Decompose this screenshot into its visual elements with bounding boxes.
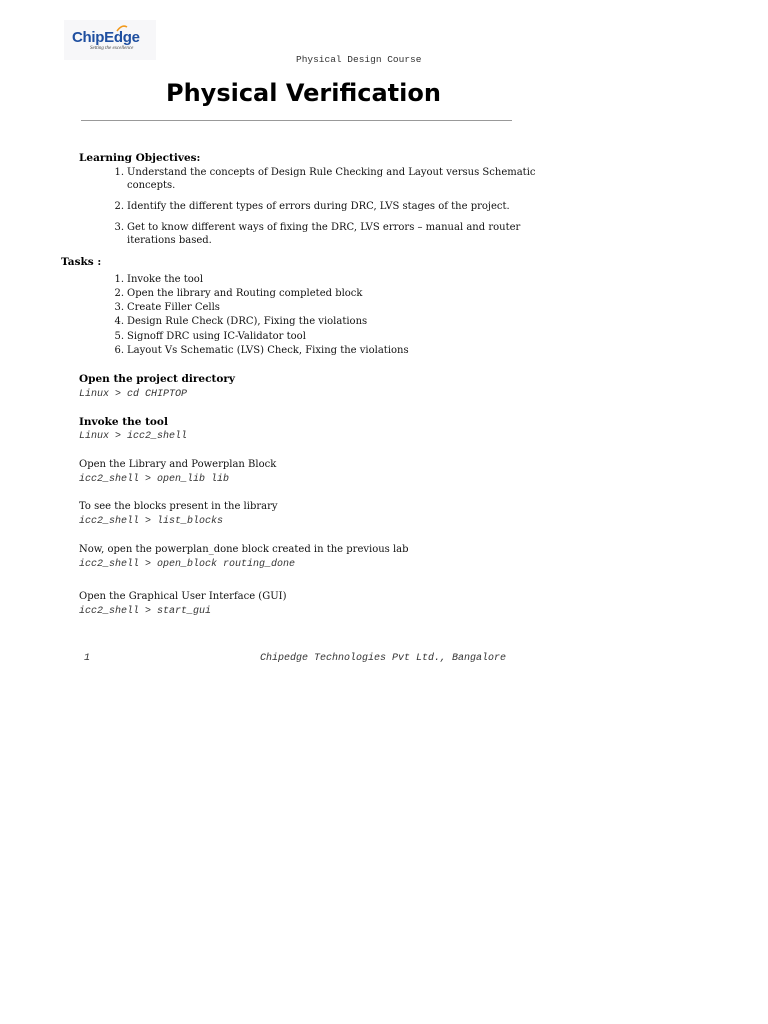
logo-text-chip: Chip — [72, 29, 105, 46]
step-command: icc2_shell > start_gui — [79, 606, 212, 617]
step-label: Open the project directory — [79, 373, 235, 385]
step-command: icc2_shell > list_blocks — [79, 516, 224, 527]
task-number: 2. — [114, 288, 124, 299]
task-number: 3. — [114, 302, 124, 313]
task-text: Open the library and Routing completed block — [127, 288, 363, 299]
objective-text-line2: iterations based. — [127, 235, 212, 246]
logo-wordmark — [72, 29, 140, 46]
task-text: Invoke the tool — [127, 274, 204, 285]
objective-text-line2: concepts. — [127, 180, 176, 191]
page-title: Physical Verification — [166, 79, 441, 107]
title-divider — [81, 120, 512, 121]
step-label: Open the Library and Powerplan Block — [79, 459, 277, 470]
task-text: Design Rule Check (DRC), Fixing the violations — [127, 316, 368, 327]
objective-text-line1: Get to know different ways of fixing the DRC, LVS errors – manual and router — [127, 222, 521, 233]
step-command: icc2_shell > open_block routing_done — [79, 559, 296, 570]
objective-number: 2. — [114, 201, 124, 212]
step-command: Linux > icc2_shell — [79, 431, 188, 442]
learning-objectives-heading: Learning Objectives: — [79, 152, 201, 164]
task-text: Signoff DRC using IC-Validator tool — [127, 331, 306, 342]
step-command: Linux > cd CHIPTOP — [79, 389, 188, 400]
objective-number: 3. — [114, 222, 124, 233]
step-label: Now, open the powerplan_done block created in the previous lab — [79, 544, 409, 555]
logo-tagline: Setting the excellence — [90, 46, 134, 51]
page-number: 1 — [84, 653, 91, 664]
task-number: 1. — [114, 274, 124, 285]
task-number: 6. — [114, 345, 124, 356]
course-name: Physical Design Course — [296, 54, 422, 65]
objective-number: 1. — [114, 167, 124, 178]
task-text: Layout Vs Schematic (LVS) Check, Fixing the violations — [127, 345, 409, 356]
task-number: 4. — [114, 316, 124, 327]
step-label: To see the blocks present in the library — [79, 501, 278, 512]
company-logo — [64, 20, 156, 60]
step-command: icc2_shell > open_lib lib — [79, 474, 230, 485]
step-label: Open the Graphical User Interface (GUI) — [79, 591, 287, 602]
logo-text-edge: Edge — [104, 29, 140, 46]
task-number: 5. — [114, 331, 124, 342]
objective-text-line1: Identify the different types of errors during DRC, LVS stages of the project. — [127, 201, 510, 212]
footer-company: Chipedge Technologies Pvt Ltd., Bangalore — [260, 653, 507, 664]
task-text: Create Filler Cells — [127, 302, 220, 313]
tasks-heading: Tasks : — [61, 256, 102, 268]
objective-text-line1: Understand the concepts of Design Rule Checking and Layout versus Schematic — [127, 167, 536, 178]
logo-swoosh-icon — [116, 24, 128, 33]
step-label: Invoke the tool — [79, 416, 168, 428]
